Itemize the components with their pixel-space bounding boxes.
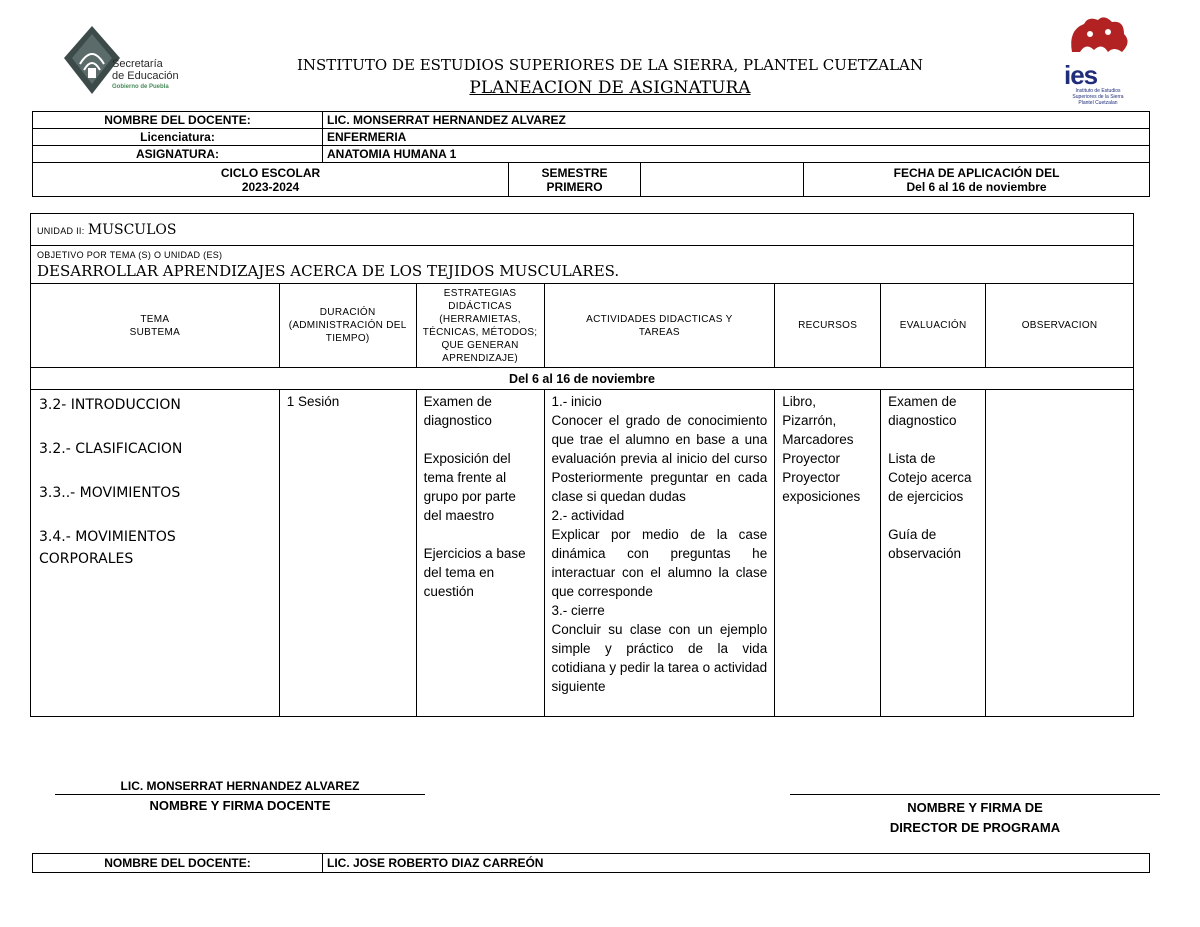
col-tema-2: SUBTEMA <box>129 326 181 338</box>
unidad-value: MUSCULOS <box>87 221 177 238</box>
director-signature-label <box>790 798 1160 838</box>
document-title: PLANEACION DE ASIGNATURA <box>469 78 751 98</box>
col-estrategias-2: DIDÁCTICAS <box>448 300 512 312</box>
resource-item: Proyector <box>782 470 840 485</box>
semestre-value: PRIMERO <box>546 179 603 194</box>
resource-item: Marcadores <box>782 432 854 447</box>
col-estrategias-5: QUE GENERAN <box>441 339 519 351</box>
evaluation-cell <box>881 390 986 717</box>
ciclo-cell <box>33 163 509 197</box>
col-actividades-2: TAREAS <box>638 326 680 338</box>
col-estrategias-1: ESTRATEGIAS <box>443 287 517 299</box>
docente-label: NOMBRE DEL DOCENTE: <box>33 112 323 129</box>
ciclo-label: CICLO ESCOLAR <box>220 165 321 180</box>
semestre-cell <box>509 163 641 197</box>
ciclo-value: 2023-2024 <box>241 179 300 194</box>
topic-item: 3.4.- MOVIMIENTOS <box>39 529 176 545</box>
col-actividades-1: ACTIVIDADES DIDACTICAS Y <box>586 313 733 325</box>
topic-item: CORPORALES <box>39 551 134 567</box>
activity-title: 3.- cierre <box>551 603 605 618</box>
col-observacion: OBSERVACION <box>986 284 1134 368</box>
col-duracion-1: DURACIÓN <box>319 307 376 318</box>
institute-title: INSTITUTO DE ESTUDIOS SUPERIORES DE LA SIERRA, PLANTEL CUETZALAN <box>296 56 923 74</box>
col-estrategias <box>416 284 544 368</box>
activity-text: Concluir su clase con un ejemplo simple y práctico de la vida cotidiana y pedir la tarea o actividad siguiente <box>551 622 768 694</box>
docente-signature-label: NOMBRE Y FIRMA DOCENTE <box>149 798 331 813</box>
fecha-value: Del 6 al 16 de noviembre <box>906 179 1047 194</box>
col-duracion-2: (ADMINISTRACIÓN DEL <box>288 320 407 331</box>
asignatura-value: ANATOMIA HUMANA 1 <box>323 146 1150 163</box>
footer-docente-label: NOMBRE DEL DOCENTE: <box>33 854 323 873</box>
activity-title: 2.- actividad <box>551 508 625 523</box>
date-row: Del 6 al 16 de noviembre <box>31 368 1134 390</box>
topics-cell <box>31 390 280 717</box>
strategy-item: Examen de diagnostico <box>423 394 492 428</box>
activities-cell <box>544 390 775 717</box>
ies-sub-1: Instituto de Estudios <box>1075 88 1121 94</box>
director-label-1: NOMBRE Y FIRMA DE <box>907 800 1043 815</box>
resource-item: Pizarrón, <box>782 413 837 428</box>
objetivo-row <box>31 246 1134 284</box>
licenciatura-label: Licenciatura: <box>33 129 323 146</box>
topic-item: 3.2.- CLASIFICACION <box>39 441 183 457</box>
planning-table <box>30 213 1134 717</box>
resource-item: exposiciones <box>782 489 861 504</box>
docente-signature-line <box>55 794 425 795</box>
resource-item: Libro, <box>782 394 816 409</box>
evaluation-item: Examen de diagnostico <box>888 394 957 428</box>
docente-value: LIC. MONSERRAT HERNANDEZ ALVAREZ <box>323 112 1150 129</box>
info-table <box>32 111 1150 197</box>
observation-cell <box>986 390 1134 717</box>
strategy-item: Exposición del tema frente al grupo por parte del maestro <box>423 451 516 523</box>
col-tema <box>31 284 280 368</box>
director-label-2: DIRECTOR DE PROGRAMA <box>889 820 1061 835</box>
fecha-label: FECHA DE APLICACIÓN DEL <box>893 165 1060 180</box>
topic-item: 3.2- INTRODUCCION <box>39 397 181 413</box>
activity-text: Explicar por medio de la case dinámica con preguntas he interactuar con el alumno la clase que corresponde <box>551 527 768 599</box>
col-duracion-3: TIEMPO) <box>325 333 370 344</box>
col-estrategias-6: APRENDIZAJE) <box>442 352 518 364</box>
col-recursos: RECURSOS <box>775 284 881 368</box>
ies-emblem-icon <box>1058 12 1138 62</box>
objetivo-label: OBJETIVO POR TEMA (S) O UNIDAD (ES) <box>37 250 223 260</box>
evaluation-item: Guía de observación <box>888 527 961 561</box>
strategy-item: Ejercicios a base del tema en cuestión <box>423 546 526 599</box>
activity-title: 1.- inicio <box>551 394 602 409</box>
licenciatura-value: ENFERMERIA <box>323 129 1150 146</box>
logo-line-2: de Educación <box>112 70 179 82</box>
col-tema-1: TEMA <box>140 313 170 325</box>
ies-mark: ies <box>1064 60 1098 90</box>
semestre-label: SEMESTRE <box>541 165 608 180</box>
strategies-cell <box>416 390 544 717</box>
fecha-cell <box>804 163 1150 197</box>
resources-cell <box>775 390 881 717</box>
topic-item: 3.3..- MOVIMIENTOS <box>39 485 181 501</box>
col-actividades <box>544 284 775 368</box>
logo-line-1: Secretaría <box>112 58 163 70</box>
ies-sub-2: Superiores de la Sierra <box>1072 94 1124 100</box>
footer-table <box>32 853 1150 873</box>
footer-docente-value: LIC. JOSE ROBERTO DIAZ CARREÓN <box>323 854 1150 873</box>
col-estrategias-3: (HERRAMIETAS, <box>439 313 521 325</box>
docente-signature-name: LIC. MONSERRAT HERNANDEZ ALVAREZ <box>120 779 360 793</box>
ies-sub-3: Plantel Cuetzalan <box>1078 100 1118 106</box>
objetivo-value: DESARROLLAR APRENDIZAJES ACERCA DE LOS TEJIDOS MUSCULARES. <box>37 262 620 280</box>
evaluation-item: Lista de Cotejo acerca de ejercicios <box>888 451 972 504</box>
duration-cell: 1 Sesión <box>279 390 416 717</box>
empty-cell <box>641 163 804 197</box>
logo-subtitle: Gobierno de Puebla <box>112 84 169 90</box>
activity-text: Conocer el grado de conocimiento que trae el alumno en base a una evaluación previa al inicio del curso Posteriormente preguntar en cada clase si quedan dudas <box>551 413 768 504</box>
col-duracion <box>279 284 416 368</box>
col-estrategias-4: TÉCNICAS, MÉTODOS; <box>422 326 538 338</box>
director-signature-line <box>790 794 1160 795</box>
col-evaluacion: EVALUACIÓN <box>881 284 986 368</box>
asignatura-label: ASIGNATURA: <box>33 146 323 163</box>
unidad-row <box>31 214 1134 246</box>
resource-item: Proyector <box>782 451 840 466</box>
unidad-label: UNIDAD II: <box>37 225 85 236</box>
